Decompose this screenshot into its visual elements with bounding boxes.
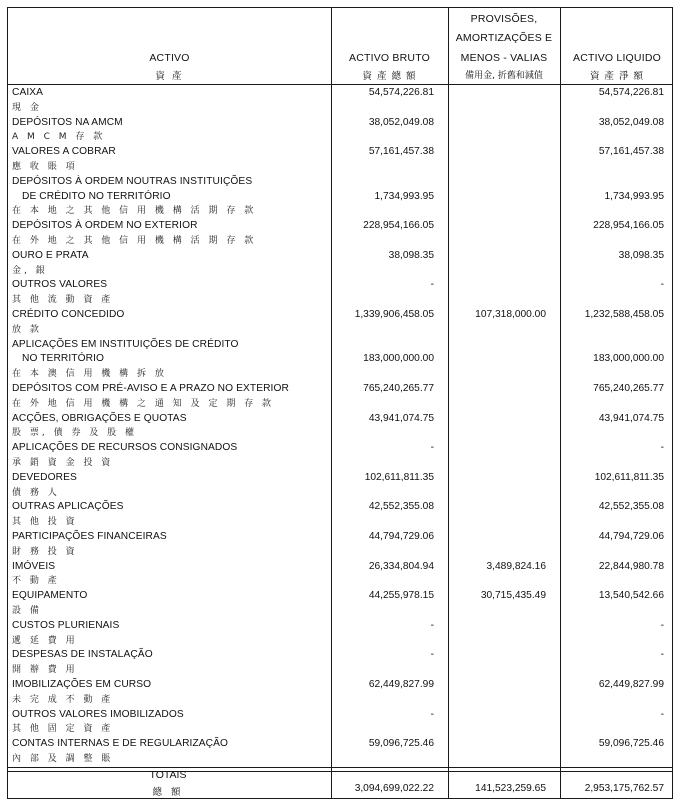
table-row xyxy=(8,219,674,234)
table-row xyxy=(8,264,674,279)
header-prov-line2: AMORTIZAÇÕES E xyxy=(455,32,553,44)
cell-bruto: 1,734,993.95 xyxy=(374,190,434,202)
table-row xyxy=(8,486,674,501)
row-label-cn: 內 部 及 調 整 賬 xyxy=(12,754,114,764)
row-label-cn: 金, 銀 xyxy=(12,265,48,276)
table-row xyxy=(8,678,674,693)
table-row xyxy=(8,619,674,634)
row-label: IMÓVEIS xyxy=(12,560,56,572)
table-row xyxy=(8,752,674,767)
row-label: DEPÓSITOS À ORDEM NO EXTERIOR xyxy=(12,220,198,232)
cell-bruto: 44,255,978.15 xyxy=(368,590,434,602)
cell-bruto: 57,161,457.38 xyxy=(368,146,434,158)
cell-liquido: 1,232,588,458.05 xyxy=(584,309,664,320)
table-row xyxy=(8,412,674,427)
cell-bruto: 43,941,074.75 xyxy=(368,412,434,424)
row-label-cn: 開 辦 費 用 xyxy=(12,665,78,676)
table-row xyxy=(8,456,674,471)
cell-liquido: 38,098.35 xyxy=(618,249,664,261)
table-row xyxy=(8,160,674,175)
cell-liquido: 38,052,049.08 xyxy=(598,116,664,128)
row-label: APLICAÇÕES EM INSTITUIÇÕES DE CRÉDITO xyxy=(12,338,239,350)
table-row xyxy=(8,382,674,397)
cell-liquido: 54,574,226.81 xyxy=(598,87,664,98)
row-label: VALORES A COBRAR xyxy=(12,146,116,158)
totals-liquido: 2,953,175,762.57 xyxy=(584,783,664,794)
table-row xyxy=(8,634,674,649)
table-row xyxy=(8,471,674,486)
cell-bruto: - xyxy=(430,279,434,291)
row-label: OUTRAS APLICAÇÕES xyxy=(12,501,124,513)
row-label-cn: 未 完 成 不 動 產 xyxy=(12,694,114,705)
row-label-cn: 遞 延 費 用 xyxy=(12,635,78,646)
cell-bruto: 38,052,049.08 xyxy=(368,116,434,128)
cell-liquido: 228,954,166.05 xyxy=(593,220,664,232)
cell-liquido: - xyxy=(660,649,664,661)
row-label-cn: 在 本 澳 信 用 機 構 拆 放 xyxy=(12,369,167,380)
totals-label-cn: 總 額 xyxy=(152,787,184,798)
table-row xyxy=(8,693,674,708)
table-row xyxy=(8,397,674,412)
cell-prov: 3,489,824.16 xyxy=(486,560,546,572)
totals-bruto: 3,094,699,022.22 xyxy=(354,783,434,794)
cell-liquido: 42,552,355.08 xyxy=(598,501,664,513)
table-row xyxy=(8,708,674,723)
table-row xyxy=(8,352,674,367)
table-row xyxy=(8,426,674,441)
totals-label: TOTAIS xyxy=(149,769,187,781)
cell-bruto: 44,794,729.06 xyxy=(368,531,434,542)
row-label-cn: 股 票, 債 券 及 股 權 xyxy=(12,428,138,439)
totals-prov: 141,523,259.65 xyxy=(475,783,546,794)
cell-prov: 107,318,000.00 xyxy=(475,309,546,320)
row-label: DE CRÉDITO NO TERRITÓRIO xyxy=(22,190,171,202)
cell-liquido: 183,000,000.00 xyxy=(593,353,664,365)
cell-bruto: 42,552,355.08 xyxy=(368,501,434,513)
row-label-cn: 財 務 投 資 xyxy=(12,546,78,557)
cell-liquido: 765,240,265.77 xyxy=(593,383,664,394)
table-row xyxy=(8,190,674,205)
cell-liquido: 43,941,074.75 xyxy=(598,412,664,424)
header-liquido-cn: 資 產 淨 額 xyxy=(589,71,645,82)
table-row xyxy=(8,589,674,604)
cell-bruto: 54,574,226.81 xyxy=(368,87,434,98)
cell-prov: 30,715,435.49 xyxy=(480,590,546,602)
cell-liquido: 57,161,457.38 xyxy=(598,146,664,158)
row-label-cn: 在 外 地 之 其 他 信 用 機 構 活 期 存 款 xyxy=(12,236,257,246)
row-label: OUTROS VALORES IMOBILIZADOS xyxy=(12,708,184,720)
row-label: APLICAÇÕES DE RECURSOS CONSIGNADOS xyxy=(12,442,238,454)
table-row xyxy=(8,574,674,589)
row-label-cn: 債 務 人 xyxy=(12,487,60,498)
header-rule xyxy=(8,84,672,85)
row-label-cn: 承 銷 資 金 投 資 xyxy=(12,458,114,468)
cell-bruto: 102,611,811.35 xyxy=(364,471,434,483)
row-label-cn: 其 他 流 動 資 產 xyxy=(12,295,114,306)
table-row xyxy=(8,338,674,353)
row-label: OUTROS VALORES xyxy=(12,279,108,291)
table-row xyxy=(8,130,674,145)
header-bruto: ACTIVO BRUTO xyxy=(349,52,430,64)
row-label: DEVEDORES xyxy=(12,471,77,483)
row-label: CONTAS INTERNAS E DE REGULARIZAÇÃO xyxy=(12,738,229,750)
cell-bruto: - xyxy=(430,649,434,661)
header-activo: ACTIVO xyxy=(149,52,190,64)
row-label: CAIXA xyxy=(12,87,44,98)
table-row xyxy=(8,500,674,515)
row-label-cn: 設 備 xyxy=(12,606,42,616)
row-label-cn: 在 本 地 之 其 他 信 用 機 構 活 期 存 款 xyxy=(12,206,257,217)
cell-bruto: 26,334,804.94 xyxy=(368,560,434,572)
table-row xyxy=(8,367,674,382)
table-row xyxy=(8,145,674,160)
cell-liquido: 22,844,980.78 xyxy=(598,560,664,572)
table-row xyxy=(8,249,674,264)
row-label-cn: 放 款 xyxy=(12,324,42,335)
row-label: CRÉDITO CONCEDIDO xyxy=(12,309,125,320)
row-label-cn: 在 外 地 信 用 機 構 之 通 知 及 定 期 存 款 xyxy=(12,398,275,409)
header-prov-line3: MENOS - VALIAS xyxy=(460,52,548,64)
row-label: CUSTOS PLURIENAIS xyxy=(12,619,120,631)
cell-liquido: 59,096,725.46 xyxy=(598,738,664,750)
table-row xyxy=(8,441,674,456)
cell-liquido: 1,734,993.95 xyxy=(604,190,664,202)
table-row xyxy=(8,530,674,545)
cell-bruto: 62,449,827.99 xyxy=(368,679,434,690)
cell-bruto: 1,339,906,458.05 xyxy=(354,309,434,320)
row-label-cn: 應 收 賬 項 xyxy=(12,162,78,172)
row-label: OURO E PRATA xyxy=(12,249,89,261)
row-label-cn: 不 動 產 xyxy=(12,576,60,587)
header-prov-line1: PROVISÕES, xyxy=(470,13,538,25)
table-row xyxy=(8,234,674,249)
header-liquido: ACTIVO LIQUIDO xyxy=(573,52,661,64)
row-label: EQUIPAMENTO xyxy=(12,590,88,602)
table-row xyxy=(8,101,674,116)
cell-bruto: - xyxy=(430,619,434,631)
header-prov-cn: 備用金, 折舊和減值 xyxy=(465,71,543,81)
cell-bruto: 183,000,000.00 xyxy=(363,353,434,365)
balance-sheet-table xyxy=(7,7,673,799)
table-row xyxy=(8,204,674,219)
table-row xyxy=(8,560,674,575)
row-label-cn: 其 他 投 資 xyxy=(12,517,78,528)
table-row xyxy=(8,323,674,338)
row-label: DEPÓSITOS À ORDEM NOUTRAS INSTITUIÇÕES xyxy=(12,175,253,187)
cell-liquido: - xyxy=(660,442,664,454)
table-row xyxy=(8,86,674,101)
cell-liquido: 44,794,729.06 xyxy=(598,531,664,542)
table-row xyxy=(8,604,674,619)
table-row xyxy=(8,648,674,663)
header-activo-cn: 資 產 xyxy=(155,71,184,82)
cell-liquido: - xyxy=(660,708,664,720)
cell-liquido: - xyxy=(660,279,664,291)
cell-bruto: 765,240,265.77 xyxy=(363,383,434,394)
cell-liquido: 13,540,542.66 xyxy=(598,590,664,602)
cell-liquido: 102,611,811.35 xyxy=(594,471,664,483)
row-label: PARTICIPAÇÕES FINANCEIRAS xyxy=(12,531,167,542)
table-row xyxy=(8,515,674,530)
row-label: ACÇÕES, OBRIGAÇÕES E QUOTAS xyxy=(12,412,187,424)
table-row xyxy=(8,722,674,737)
table-row xyxy=(8,116,674,131)
cell-bruto: 38,098.35 xyxy=(388,249,434,261)
cell-bruto: - xyxy=(430,442,434,454)
table-row xyxy=(8,308,674,323)
table-row xyxy=(8,278,674,293)
row-label-cn: A M C M 存 款 xyxy=(12,132,106,143)
table-row xyxy=(8,293,674,308)
cell-bruto: 228,954,166.05 xyxy=(363,220,434,232)
cell-liquido: 62,449,827.99 xyxy=(598,679,664,690)
row-label: DEPÓSITOS NA AMCM xyxy=(12,116,123,128)
table-row xyxy=(8,663,674,678)
table-row xyxy=(8,175,674,190)
cell-liquido: - xyxy=(660,619,664,631)
row-label: DEPÓSITOS COM PRÉ-AVISO E A PRAZO NO EXTERIOR xyxy=(12,383,289,394)
row-label: IMOBILIZAÇÕES EM CURSO xyxy=(12,679,152,690)
cell-bruto: - xyxy=(430,708,434,720)
table-row xyxy=(8,545,674,560)
row-label: DESPESAS DE INSTALAÇÃO xyxy=(12,649,153,661)
row-label-cn: 現 金 xyxy=(12,102,42,113)
cell-bruto: 59,096,725.46 xyxy=(368,738,434,750)
table-row xyxy=(8,737,674,752)
row-label-cn: 其 他 固 定 資 產 xyxy=(12,724,114,735)
row-label: NO TERRITÓRIO xyxy=(22,353,105,365)
header-bruto-cn: 資 產 總 額 xyxy=(362,71,417,82)
